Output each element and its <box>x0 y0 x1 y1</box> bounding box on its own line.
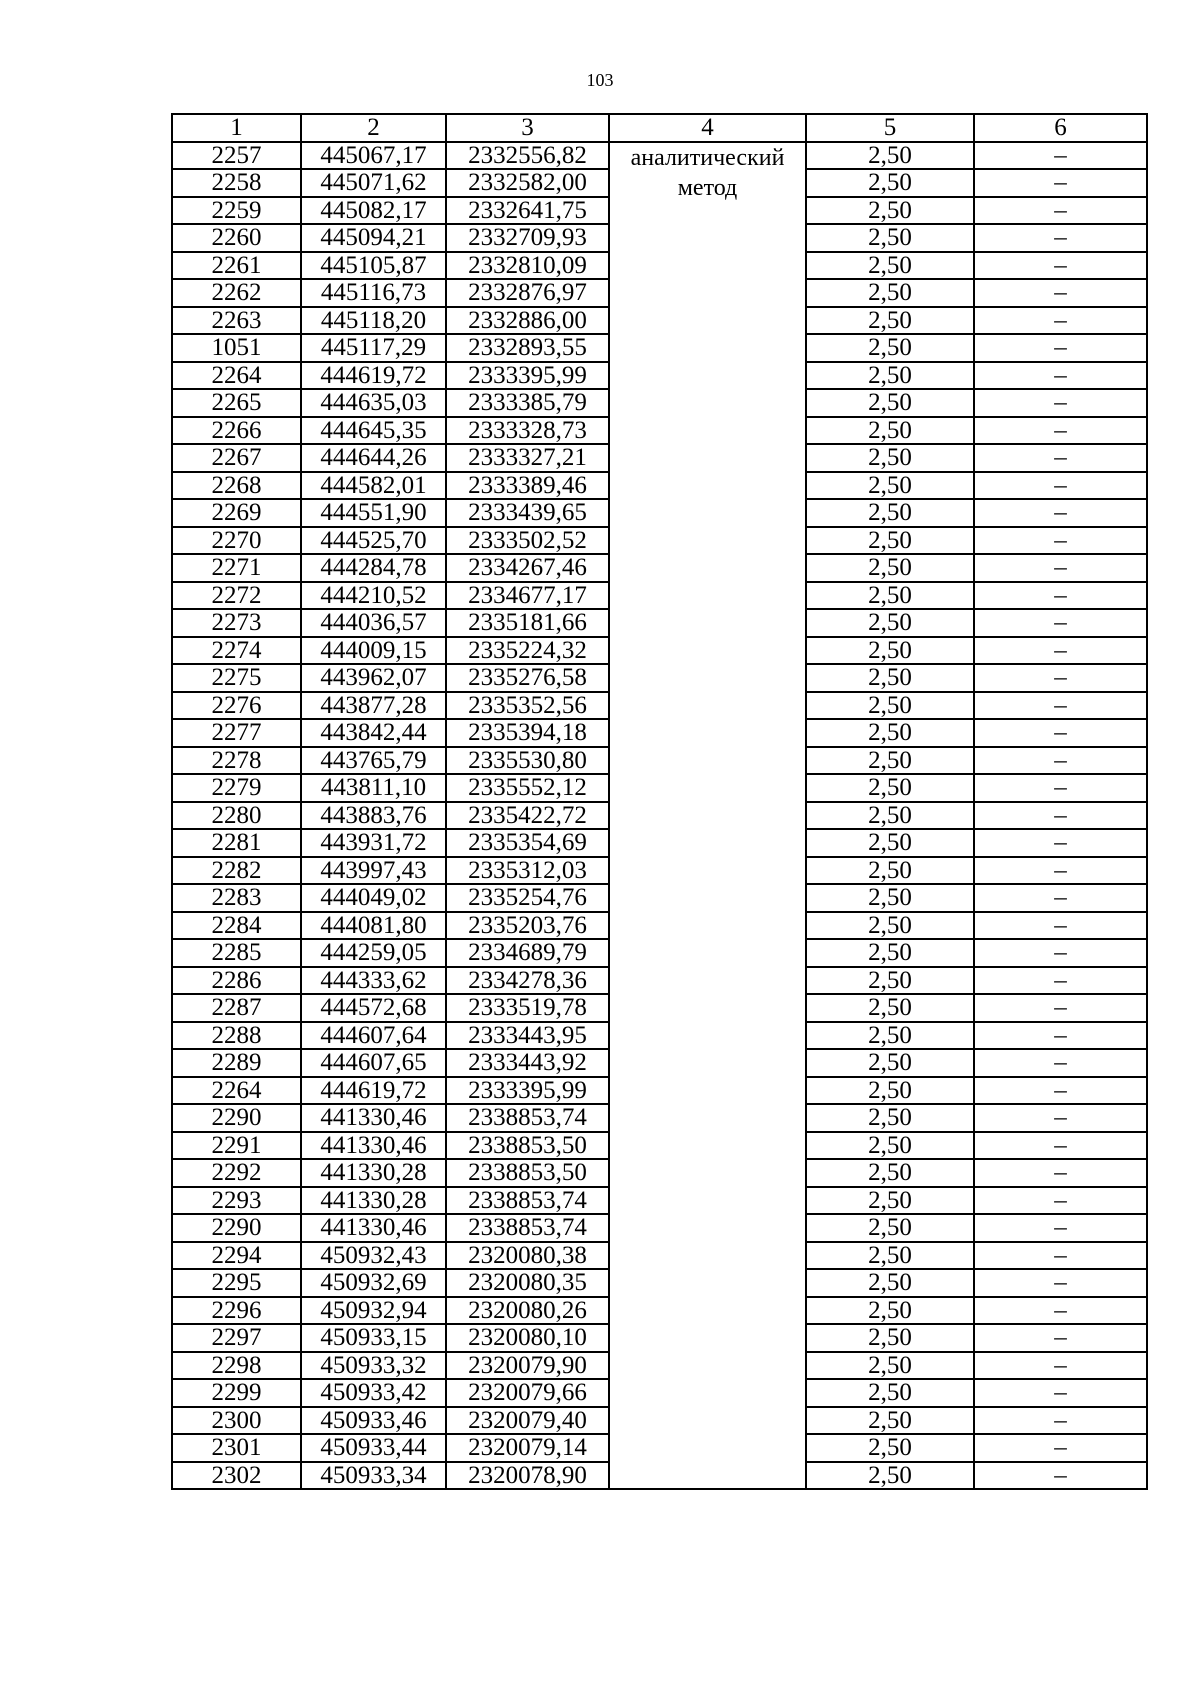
notes-cell: – <box>974 1242 1147 1270</box>
x-coordinate-cell: 445116,73 <box>301 279 446 307</box>
accuracy-cell: 2,50 <box>806 609 974 637</box>
y-coordinate-cell: 2333395,99 <box>446 362 609 390</box>
notes-cell: – <box>974 1022 1147 1050</box>
y-coordinate-cell: 2335224,32 <box>446 637 609 665</box>
notes-cell: – <box>974 719 1147 747</box>
y-coordinate-cell: 2335352,56 <box>446 692 609 720</box>
accuracy-cell: 2,50 <box>806 719 974 747</box>
y-coordinate-cell: 2332582,00 <box>446 169 609 197</box>
point-number-cell: 2288 <box>172 1022 301 1050</box>
page-number: 103 <box>586 70 614 90</box>
notes-cell: – <box>974 857 1147 885</box>
x-coordinate-cell: 450933,44 <box>301 1434 446 1462</box>
y-coordinate-cell: 2320079,14 <box>446 1434 609 1462</box>
accuracy-cell: 2,50 <box>806 1049 974 1077</box>
accuracy-cell: 2,50 <box>806 169 974 197</box>
x-coordinate-cell: 444645,35 <box>301 417 446 445</box>
x-coordinate-cell: 445071,62 <box>301 169 446 197</box>
point-number-cell: 2262 <box>172 279 301 307</box>
x-coordinate-cell: 445067,17 <box>301 142 446 170</box>
x-coordinate-cell: 445118,20 <box>301 307 446 335</box>
accuracy-cell: 2,50 <box>806 1462 974 1490</box>
notes-cell: – <box>974 417 1147 445</box>
y-coordinate-cell: 2320079,90 <box>446 1352 609 1380</box>
y-coordinate-cell: 2332810,09 <box>446 252 609 280</box>
accuracy-cell: 2,50 <box>806 802 974 830</box>
notes-cell: – <box>974 224 1147 252</box>
accuracy-cell: 2,50 <box>806 1407 974 1435</box>
point-number-cell: 2272 <box>172 582 301 610</box>
point-number-cell: 2270 <box>172 527 301 555</box>
y-coordinate-cell: 2338853,74 <box>446 1104 609 1132</box>
x-coordinate-cell: 450932,94 <box>301 1297 446 1325</box>
y-coordinate-cell: 2333443,95 <box>446 1022 609 1050</box>
x-coordinate-cell: 444210,52 <box>301 582 446 610</box>
point-number-cell: 2277 <box>172 719 301 747</box>
y-coordinate-cell: 2332709,93 <box>446 224 609 252</box>
accuracy-cell: 2,50 <box>806 1434 974 1462</box>
x-coordinate-cell: 450932,69 <box>301 1269 446 1297</box>
point-number-cell: 2285 <box>172 939 301 967</box>
notes-cell: – <box>974 1214 1147 1242</box>
point-number-cell: 2267 <box>172 444 301 472</box>
point-number-cell: 2264 <box>172 1077 301 1105</box>
notes-cell: – <box>974 554 1147 582</box>
method-cell: аналитический метод <box>609 142 806 1490</box>
point-number-cell: 2290 <box>172 1214 301 1242</box>
point-number-cell: 2298 <box>172 1352 301 1380</box>
notes-cell: – <box>974 499 1147 527</box>
accuracy-cell: 2,50 <box>806 884 974 912</box>
x-coordinate-cell: 445117,29 <box>301 334 446 362</box>
point-number-cell: 2281 <box>172 829 301 857</box>
notes-cell: – <box>974 169 1147 197</box>
point-number-cell: 2291 <box>172 1132 301 1160</box>
y-coordinate-cell: 2320080,10 <box>446 1324 609 1352</box>
accuracy-cell: 2,50 <box>806 307 974 335</box>
x-coordinate-cell: 444572,68 <box>301 994 446 1022</box>
accuracy-cell: 2,50 <box>806 334 974 362</box>
notes-cell: – <box>974 444 1147 472</box>
notes-cell: – <box>974 884 1147 912</box>
x-coordinate-cell: 444607,64 <box>301 1022 446 1050</box>
point-number-cell: 2266 <box>172 417 301 445</box>
y-coordinate-cell: 2338853,74 <box>446 1214 609 1242</box>
x-coordinate-cell: 441330,28 <box>301 1159 446 1187</box>
x-coordinate-cell: 443962,07 <box>301 664 446 692</box>
x-coordinate-cell: 444607,65 <box>301 1049 446 1077</box>
y-coordinate-cell: 2334267,46 <box>446 554 609 582</box>
accuracy-cell: 2,50 <box>806 554 974 582</box>
y-coordinate-cell: 2320078,90 <box>446 1462 609 1490</box>
point-number-cell: 2268 <box>172 472 301 500</box>
point-number-cell: 2265 <box>172 389 301 417</box>
y-coordinate-cell: 2332641,75 <box>446 197 609 225</box>
x-coordinate-cell: 441330,28 <box>301 1187 446 1215</box>
y-coordinate-cell: 2333389,46 <box>446 472 609 500</box>
coordinates-table <box>171 113 1148 1490</box>
accuracy-cell: 2,50 <box>806 527 974 555</box>
point-number-cell: 2260 <box>172 224 301 252</box>
accuracy-cell: 2,50 <box>806 637 974 665</box>
accuracy-cell: 2,50 <box>806 664 974 692</box>
accuracy-cell: 2,50 <box>806 1187 974 1215</box>
x-coordinate-cell: 444644,26 <box>301 444 446 472</box>
x-coordinate-cell: 443877,28 <box>301 692 446 720</box>
column-header-3: 3 <box>446 114 609 142</box>
x-coordinate-cell: 444259,05 <box>301 939 446 967</box>
notes-cell: – <box>974 582 1147 610</box>
notes-cell: – <box>974 829 1147 857</box>
accuracy-cell: 2,50 <box>806 1269 974 1297</box>
notes-cell: – <box>974 252 1147 280</box>
x-coordinate-cell: 450933,46 <box>301 1407 446 1435</box>
x-coordinate-cell: 444582,01 <box>301 472 446 500</box>
accuracy-cell: 2,50 <box>806 994 974 1022</box>
y-coordinate-cell: 2333395,99 <box>446 1077 609 1105</box>
notes-cell: – <box>974 1462 1147 1490</box>
y-coordinate-cell: 2333328,73 <box>446 417 609 445</box>
point-number-cell: 2261 <box>172 252 301 280</box>
x-coordinate-cell: 444009,15 <box>301 637 446 665</box>
notes-cell: – <box>974 1159 1147 1187</box>
column-header-1: 1 <box>172 114 301 142</box>
accuracy-cell: 2,50 <box>806 252 974 280</box>
point-number-cell: 2289 <box>172 1049 301 1077</box>
point-number-cell: 2295 <box>172 1269 301 1297</box>
notes-cell: – <box>974 472 1147 500</box>
point-number-cell: 2300 <box>172 1407 301 1435</box>
accuracy-cell: 2,50 <box>806 472 974 500</box>
y-coordinate-cell: 2320079,40 <box>446 1407 609 1435</box>
y-coordinate-cell: 2333502,52 <box>446 527 609 555</box>
point-number-cell: 2264 <box>172 362 301 390</box>
x-coordinate-cell: 444525,70 <box>301 527 446 555</box>
point-number-cell: 2299 <box>172 1379 301 1407</box>
x-coordinate-cell: 444036,57 <box>301 609 446 637</box>
x-coordinate-cell: 443765,79 <box>301 747 446 775</box>
notes-cell: – <box>974 774 1147 802</box>
point-number-cell: 2258 <box>172 169 301 197</box>
accuracy-cell: 2,50 <box>806 444 974 472</box>
y-coordinate-cell: 2334689,79 <box>446 939 609 967</box>
x-coordinate-cell: 444049,02 <box>301 884 446 912</box>
accuracy-cell: 2,50 <box>806 774 974 802</box>
notes-cell: – <box>974 664 1147 692</box>
notes-cell: – <box>974 1269 1147 1297</box>
y-coordinate-cell: 2335552,12 <box>446 774 609 802</box>
notes-cell: – <box>974 1077 1147 1105</box>
accuracy-cell: 2,50 <box>806 499 974 527</box>
accuracy-cell: 2,50 <box>806 1379 974 1407</box>
y-coordinate-cell: 2320080,38 <box>446 1242 609 1270</box>
point-number-cell: 2294 <box>172 1242 301 1270</box>
accuracy-cell: 2,50 <box>806 829 974 857</box>
accuracy-cell: 2,50 <box>806 1297 974 1325</box>
notes-cell: – <box>974 307 1147 335</box>
notes-cell: – <box>974 527 1147 555</box>
notes-cell: – <box>974 609 1147 637</box>
accuracy-cell: 2,50 <box>806 279 974 307</box>
notes-cell: – <box>974 1132 1147 1160</box>
accuracy-cell: 2,50 <box>806 1159 974 1187</box>
accuracy-cell: 2,50 <box>806 1022 974 1050</box>
notes-cell: – <box>974 1352 1147 1380</box>
notes-cell: – <box>974 1324 1147 1352</box>
y-coordinate-cell: 2332893,55 <box>446 334 609 362</box>
accuracy-cell: 2,50 <box>806 857 974 885</box>
y-coordinate-cell: 2333385,79 <box>446 389 609 417</box>
notes-cell: – <box>974 389 1147 417</box>
point-number-cell: 2297 <box>172 1324 301 1352</box>
point-number-cell: 2274 <box>172 637 301 665</box>
accuracy-cell: 2,50 <box>806 224 974 252</box>
y-coordinate-cell: 2335394,18 <box>446 719 609 747</box>
y-coordinate-cell: 2332886,00 <box>446 307 609 335</box>
accuracy-cell: 2,50 <box>806 1324 974 1352</box>
x-coordinate-cell: 441330,46 <box>301 1104 446 1132</box>
x-coordinate-cell: 444619,72 <box>301 362 446 390</box>
point-number-cell: 2279 <box>172 774 301 802</box>
x-coordinate-cell: 441330,46 <box>301 1214 446 1242</box>
x-coordinate-cell: 444284,78 <box>301 554 446 582</box>
y-coordinate-cell: 2335254,76 <box>446 884 609 912</box>
accuracy-cell: 2,50 <box>806 967 974 995</box>
point-number-cell: 2283 <box>172 884 301 912</box>
notes-cell: – <box>974 279 1147 307</box>
y-coordinate-cell: 2333327,21 <box>446 444 609 472</box>
accuracy-cell: 2,50 <box>806 1132 974 1160</box>
x-coordinate-cell: 443883,76 <box>301 802 446 830</box>
point-number-cell: 2282 <box>172 857 301 885</box>
x-coordinate-cell: 444081,80 <box>301 912 446 940</box>
x-coordinate-cell: 444635,03 <box>301 389 446 417</box>
point-number-cell: 2284 <box>172 912 301 940</box>
y-coordinate-cell: 2338853,74 <box>446 1187 609 1215</box>
point-number-cell: 2301 <box>172 1434 301 1462</box>
point-number-cell: 2276 <box>172 692 301 720</box>
y-coordinate-cell: 2334278,36 <box>446 967 609 995</box>
x-coordinate-cell: 445105,87 <box>301 252 446 280</box>
x-coordinate-cell: 444619,72 <box>301 1077 446 1105</box>
column-header-4: 4 <box>609 114 806 142</box>
notes-cell: – <box>974 939 1147 967</box>
notes-cell: – <box>974 802 1147 830</box>
point-number-cell: 2259 <box>172 197 301 225</box>
y-coordinate-cell: 2335422,72 <box>446 802 609 830</box>
point-number-cell: 1051 <box>172 334 301 362</box>
notes-cell: – <box>974 142 1147 170</box>
accuracy-cell: 2,50 <box>806 582 974 610</box>
x-coordinate-cell: 441330,46 <box>301 1132 446 1160</box>
point-number-cell: 2286 <box>172 967 301 995</box>
notes-cell: – <box>974 1187 1147 1215</box>
notes-cell: – <box>974 994 1147 1022</box>
y-coordinate-cell: 2335276,58 <box>446 664 609 692</box>
y-coordinate-cell: 2335203,76 <box>446 912 609 940</box>
y-coordinate-cell: 2332876,97 <box>446 279 609 307</box>
x-coordinate-cell: 443931,72 <box>301 829 446 857</box>
accuracy-cell: 2,50 <box>806 389 974 417</box>
x-coordinate-cell: 444333,62 <box>301 967 446 995</box>
point-number-cell: 2292 <box>172 1159 301 1187</box>
x-coordinate-cell: 443811,10 <box>301 774 446 802</box>
x-coordinate-cell: 450933,15 <box>301 1324 446 1352</box>
x-coordinate-cell: 445082,17 <box>301 197 446 225</box>
column-header-2: 2 <box>301 114 446 142</box>
y-coordinate-cell: 2338853,50 <box>446 1159 609 1187</box>
point-number-cell: 2269 <box>172 499 301 527</box>
accuracy-cell: 2,50 <box>806 362 974 390</box>
point-number-cell: 2290 <box>172 1104 301 1132</box>
y-coordinate-cell: 2333519,78 <box>446 994 609 1022</box>
x-coordinate-cell: 443842,44 <box>301 719 446 747</box>
notes-cell: – <box>974 1049 1147 1077</box>
x-coordinate-cell: 444551,90 <box>301 499 446 527</box>
notes-cell: – <box>974 1297 1147 1325</box>
notes-cell: – <box>974 637 1147 665</box>
y-coordinate-cell: 2335354,69 <box>446 829 609 857</box>
notes-cell: – <box>974 692 1147 720</box>
y-coordinate-cell: 2338853,50 <box>446 1132 609 1160</box>
x-coordinate-cell: 450933,42 <box>301 1379 446 1407</box>
notes-cell: – <box>974 1407 1147 1435</box>
point-number-cell: 2287 <box>172 994 301 1022</box>
x-coordinate-cell: 450933,32 <box>301 1352 446 1380</box>
accuracy-cell: 2,50 <box>806 1077 974 1105</box>
accuracy-cell: 2,50 <box>806 142 974 170</box>
point-number-cell: 2296 <box>172 1297 301 1325</box>
y-coordinate-cell: 2332556,82 <box>446 142 609 170</box>
point-number-cell: 2275 <box>172 664 301 692</box>
column-header-6: 6 <box>974 114 1147 142</box>
point-number-cell: 2293 <box>172 1187 301 1215</box>
accuracy-cell: 2,50 <box>806 1214 974 1242</box>
point-number-cell: 2257 <box>172 142 301 170</box>
accuracy-cell: 2,50 <box>806 912 974 940</box>
x-coordinate-cell: 445094,21 <box>301 224 446 252</box>
notes-cell: – <box>974 1434 1147 1462</box>
y-coordinate-cell: 2335530,80 <box>446 747 609 775</box>
accuracy-cell: 2,50 <box>806 197 974 225</box>
notes-cell: – <box>974 362 1147 390</box>
table-body <box>172 142 1147 1490</box>
accuracy-cell: 2,50 <box>806 747 974 775</box>
y-coordinate-cell: 2335181,66 <box>446 609 609 637</box>
notes-cell: – <box>974 1379 1147 1407</box>
x-coordinate-cell: 450933,34 <box>301 1462 446 1490</box>
x-coordinate-cell: 450932,43 <box>301 1242 446 1270</box>
notes-cell: – <box>974 334 1147 362</box>
notes-cell: – <box>974 1104 1147 1132</box>
table-header-row <box>172 114 1147 142</box>
point-number-cell: 2278 <box>172 747 301 775</box>
point-number-cell: 2271 <box>172 554 301 582</box>
notes-cell: – <box>974 747 1147 775</box>
accuracy-cell: 2,50 <box>806 1242 974 1270</box>
y-coordinate-cell: 2320080,35 <box>446 1269 609 1297</box>
y-coordinate-cell: 2320079,66 <box>446 1379 609 1407</box>
y-coordinate-cell: 2333443,92 <box>446 1049 609 1077</box>
point-number-cell: 2302 <box>172 1462 301 1490</box>
point-number-cell: 2263 <box>172 307 301 335</box>
point-number-cell: 2273 <box>172 609 301 637</box>
y-coordinate-cell: 2334677,17 <box>446 582 609 610</box>
point-number-cell: 2280 <box>172 802 301 830</box>
accuracy-cell: 2,50 <box>806 939 974 967</box>
notes-cell: – <box>974 197 1147 225</box>
y-coordinate-cell: 2335312,03 <box>446 857 609 885</box>
accuracy-cell: 2,50 <box>806 1352 974 1380</box>
accuracy-cell: 2,50 <box>806 417 974 445</box>
column-header-5: 5 <box>806 114 974 142</box>
accuracy-cell: 2,50 <box>806 692 974 720</box>
notes-cell: – <box>974 967 1147 995</box>
notes-cell: – <box>974 912 1147 940</box>
table-row <box>172 142 1147 170</box>
accuracy-cell: 2,50 <box>806 1104 974 1132</box>
x-coordinate-cell: 443997,43 <box>301 857 446 885</box>
y-coordinate-cell: 2333439,65 <box>446 499 609 527</box>
y-coordinate-cell: 2320080,26 <box>446 1297 609 1325</box>
